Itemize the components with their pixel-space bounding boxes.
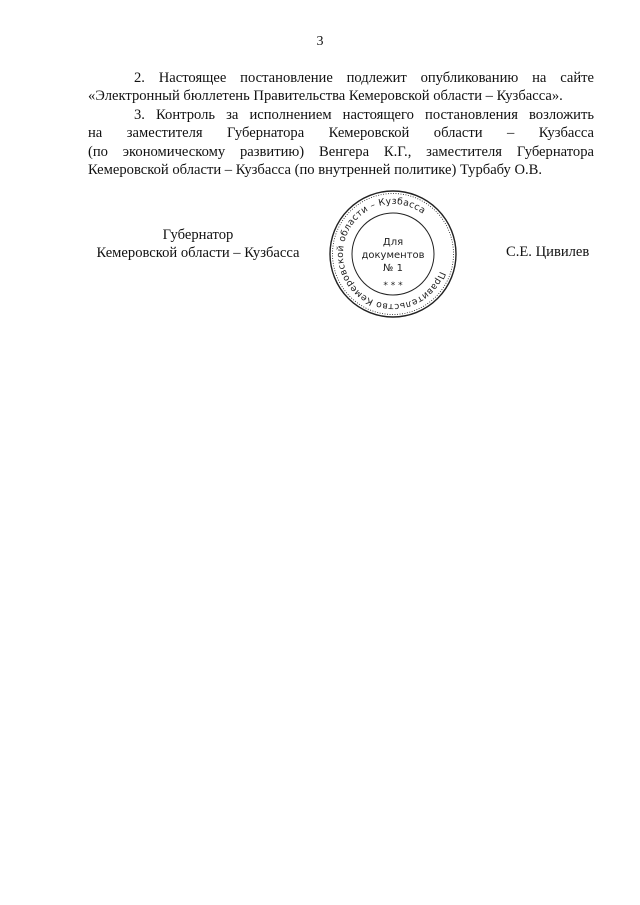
- paragraph-2-line-2: «Электронный бюллетень Правительства Кемеровской области – Кузбасса».: [88, 88, 563, 105]
- seal-center-line-2: документов: [361, 250, 425, 261]
- paragraph-2-line-1: 2. Настоящее постановление подлежит опубликованию на сайте: [134, 70, 594, 86]
- paragraph-3-line-2: на заместителя Губернатора Кемеровской области – Кузбасса: [88, 125, 594, 142]
- svg-text:* * *: * * *: [383, 281, 403, 291]
- seal-center-line-1: Для: [382, 237, 404, 248]
- paragraph-3-line-1: 3. Контроль за исполнением настоящего постановления возложить: [134, 106, 594, 123]
- signatory-name: С.Е. Цивилев: [506, 244, 590, 260]
- signatory-title-line-1: Губернатор: [162, 227, 234, 243]
- document-body: [88, 69, 594, 179]
- paragraph-3-line-3: (по экономическому развитию) Венгера К.Г., заместителя Губернатора: [88, 143, 594, 160]
- paragraph-3-line-4: Кемеровской области – Кузбасса (по внутренней политике) Турбабу О.В.: [88, 162, 543, 179]
- seal-ring-text: Правительство Кемеровской области – Кузбасса: [334, 195, 448, 313]
- page-number: 3: [316, 34, 324, 49]
- signatory-title: [88, 226, 308, 263]
- seal-center-line-3: № 1: [383, 263, 403, 274]
- official-seal: [327, 188, 459, 320]
- signatory-title-line-2: Кемеровской области – Кузбасса: [96, 245, 300, 262]
